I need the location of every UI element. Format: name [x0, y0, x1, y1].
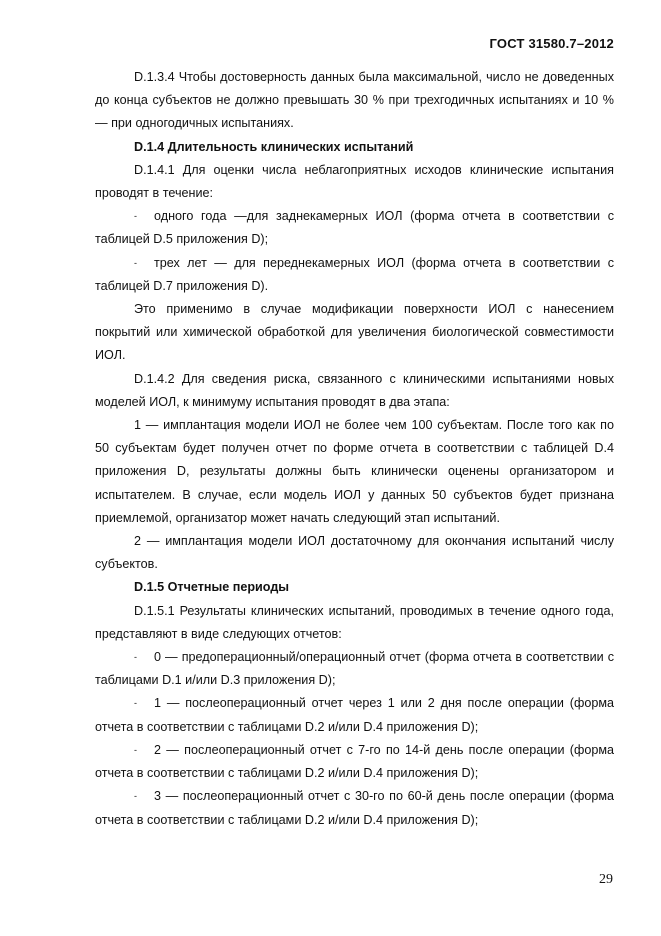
list-item	[95, 692, 614, 738]
list-item-text: 0 — предоперационный/операционный отчет (форма отчета в соответствии с таблицами D.1 и/или D.3 приложения D);	[95, 650, 614, 688]
document-body	[95, 66, 614, 832]
list-item-text: одного года —для заднекамерных ИОЛ (форма отчета в соответствии с таблицей D.5 приложения D);	[95, 209, 614, 247]
list-item	[95, 205, 614, 251]
paragraph-stage-2: 2 — имплантация модели ИОЛ достаточному для окончания испытаний числу субъектов.	[95, 534, 614, 572]
section-heading-d1-4: D.1.4 Длительность клинических испытаний	[134, 139, 414, 154]
list-dash-marker: -	[134, 652, 137, 663]
list-dash-marker: -	[134, 257, 137, 268]
page-number: 29	[599, 872, 613, 887]
section-heading-d1-5: D.1.5 Отчетные периоды	[134, 580, 290, 595]
list-dash-marker: -	[134, 791, 137, 802]
list-item-text: 1 — послеоперационный отчет через 1 или 2 дня после операции (форма отчета в соответствии с таблицами D.2 и/или D.4 приложения D);	[95, 696, 614, 734]
paragraph-stage-1: 1 — имплантация модели ИОЛ не более чем 100 субъектам. После того как по 50 субъектам будет получен отчет по форме отчета в соответствии с таблицей D.4 приложения D, результаты должны быть клинически оценены организатором и испытателем. В случае, если модель ИОЛ у данных 50 субъектов будет признана приемлемой, организатор может начать следующий этап испытаний.	[95, 418, 614, 525]
paragraph-d1-4-1: D.1.4.1 Для оценки числа неблагоприятных исходов клинические испытания проводят в течение:	[95, 162, 614, 201]
list-item	[95, 646, 614, 692]
list-dash-marker: -	[134, 698, 137, 709]
paragraph-d1-3-4: D.1.3.4 Чтобы достоверность данных была максимальной, число не доведенных до конца субъектов не должно превышать 30 % при трехгодичных испытаниях и 10 % — при одногодичных испытаниях.	[95, 70, 614, 131]
list-item	[95, 252, 614, 298]
list-item-text: 2 — послеоперационный отчет с 7-го по 14-й день после операции (форма отчета в соответствии с таблицами D.2 и/или D.4 приложения D);	[95, 742, 614, 781]
list-item-text: 3 — послеоперационный отчет с 30-го по 60-й день после операции (форма отчета в соответствии с таблицами D.2 и/или D.4 приложения D);	[95, 789, 614, 827]
document-code-header: ГОСТ 31580.7–2012	[489, 36, 614, 51]
list-item-text: трех лет — для переднекамерных ИОЛ (форма отчета в соответствии с таблицей D.7 приложения D).	[95, 255, 614, 293]
list-dash-marker: -	[134, 744, 137, 755]
paragraph-applicability: Это применимо в случае модификации поверхности ИОЛ с нанесением покрытий или химической обработкой для увеличения биологической совместимости ИОЛ.	[95, 302, 614, 363]
paragraph-d1-5-1: D.1.5.1 Результаты клинических испытаний, проводимых в течение одного года, представляют в виде следующих отчетов:	[95, 603, 614, 641]
list-item	[95, 739, 614, 785]
paragraph-d1-4-2: D.1.4.2 Для сведения риска, связанного с клиническими испытаниями новых моделей ИОЛ, к минимуму испытания проводят в два этапа:	[95, 371, 614, 409]
list-dash-marker: -	[134, 211, 137, 222]
list-item	[95, 785, 614, 831]
